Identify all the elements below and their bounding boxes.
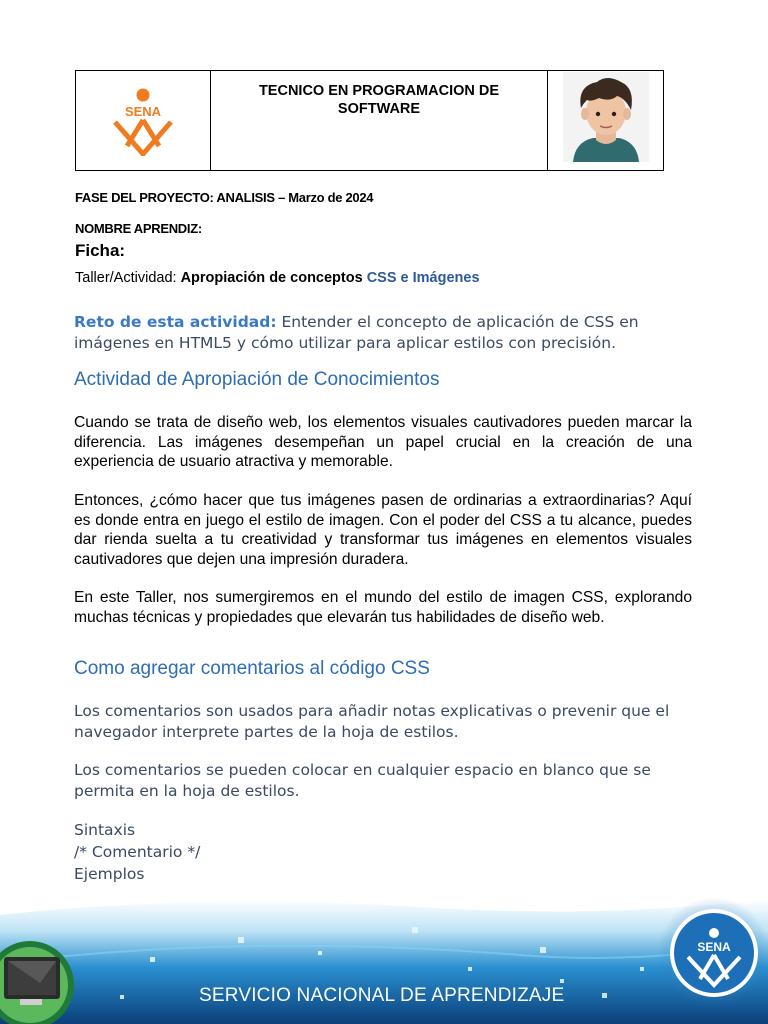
taller-prefix: Taller/Actividad: [75,270,181,286]
section-heading-comentarios: Como agregar comentarios al código CSS [74,658,430,679]
avatar-icon [563,72,649,162]
challenge-label: Reto de esta actividad: [74,313,277,331]
project-phase: FASE DEL PROYECTO: ANALISIS – Marzo de 2024 [75,190,374,205]
program-title: TECNICO EN PROGRAMACION DE SOFTWARE [258,83,500,117]
paragraph: Entonces, ¿cómo hacer que tus imágenes pasen de ordinarias a extraordinarias? Aquí es donde entra en juego el estilo de imagen. Con el poder del CSS a tu alcance, puedes dar rienda suelta a tu creatividad y transformar tus imágenes en elementos visuales cautivadores que dejen una impresión duradera. [74,492,692,568]
paragraph: Los comentarios se pueden colocar en cualquier espacio en blanco que se permita en la hoja de estilos. [74,761,651,800]
footer-banner [0,893,768,1024]
paragraph: Cuando se trata de diseño web, los elementos visuales cautivadores pueden marcar la diferencia. Las imágenes desempeñan un papel crucial en la creación de una experiencia de usuario atractiva y memorable. [74,414,692,470]
taller-topic: CSS e Imágenes [366,270,480,286]
student-name-label: NOMBRE APRENDIZ: [75,221,202,236]
title-cell [211,71,548,170]
challenge-text: Entender el concepto de aplicación de CSS en imágenes en HTML5 y cómo utilizar para aplicar estilos con precisión. [74,313,639,352]
photo-cell [548,71,663,170]
examples-label: Ejemplos [74,865,145,883]
ficha-label: Ficha: [75,241,126,260]
paragraph: En este Taller, nos sumergiremos en el mundo del estilo de imagen CSS, explorando muchas técnicas y propiedades que elevarán tus habilidades de diseño web. [74,589,692,626]
sena-logo-icon [107,86,179,156]
activity-challenge [74,312,694,354]
svg-text:SENA: SENA [124,103,162,119]
footer-institution-name: SERVICIO NACIONAL DE APRENDIZAJE [199,985,565,1006]
taller-line [75,270,480,286]
header-table [75,70,664,171]
footer-badge-text: SENA [697,940,731,954]
taller-bold: Apropiación de conceptos [180,270,367,286]
syntax-label: Sintaxis [74,821,136,839]
paragraph: Los comentarios son usados para añadir notas explicativas o prevenir que el navegador interprete partes de la hoja de estilos. [74,702,670,741]
logo-cell [76,71,211,170]
syntax-example: /* Comentario */ [74,843,201,861]
section-heading-apropiacion: Actividad de Apropiación de Conocimientos [74,369,440,390]
syntax-block [74,819,694,885]
